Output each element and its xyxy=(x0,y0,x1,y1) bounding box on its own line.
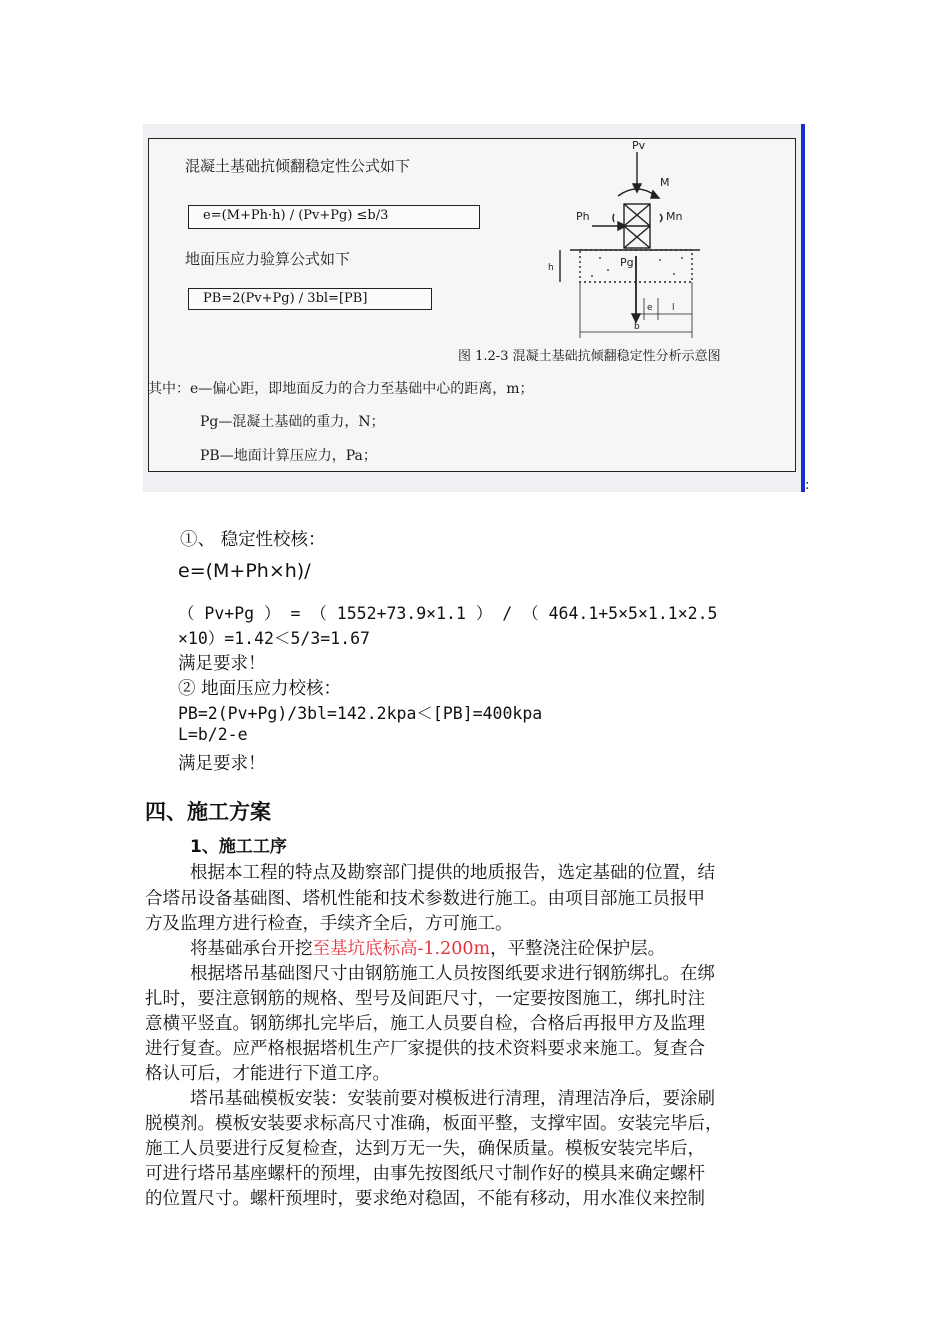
paragraph-4-line-5: 的位置尺寸。螺杆预埋时，要求绝对稳固，不能有移动，用水准仪来控制 xyxy=(145,1189,705,1209)
paragraph-1-line-3: 方及监理方进行检查，手续齐全后，方可施工。 xyxy=(145,914,513,934)
paragraph-1-line-2: 合塔吊设备基础图、塔机性能和技术参数进行施工。由项目部施工员报甲 xyxy=(145,889,705,909)
check-formula-line1: （ Pv+Pg ） = （ 1552+73.9×1.1 ） / （ 464.1+5×5×1.1×2.5 xyxy=(178,604,718,623)
formula-box-overturn xyxy=(188,205,480,229)
check-item-pressure: ② 地面压应力校核： xyxy=(178,679,342,699)
formula-pressure: PB=2(Pv+Pg) / 3bl=[PB] xyxy=(203,291,368,306)
check-formula-line2: ×10）=1.42＜5/3=1.67 xyxy=(178,629,370,648)
paragraph-4-line-4: 可进行塔吊基座螺杆的预埋，由事先按图纸尺寸制作好的模具来确定螺杆 xyxy=(145,1164,705,1184)
label-mn: Mn xyxy=(666,210,683,223)
formula-overturn: e=(M+Ph·h) / (Pv+Pg) ≤b/3 xyxy=(203,208,389,223)
paragraph-4-line-3: 施工人员要进行反复检查，达到万无一失，确保质量。模板安装完毕后， xyxy=(145,1139,705,1159)
figure-def-e: 其中：e—偏心距，即地面反力的合力至基础中心的距离，m； xyxy=(148,381,534,397)
figure-caption: 图 1.2-3 混凝土基础抗倾翻稳定性分析示意图 xyxy=(458,349,721,364)
subsection-title: 1、施工工序 xyxy=(190,837,287,857)
check-ok-2: 满足要求！ xyxy=(178,754,266,774)
figure-border-edge xyxy=(801,124,805,492)
formula-box-pressure xyxy=(188,288,432,310)
check-item-stability: ①、 稳定性校核： xyxy=(180,530,326,550)
paragraph-3-line-2: 扎时，要注意钢筋的规格、型号及间距尺寸，一定要按图施工，绑扎时注 xyxy=(145,989,705,1009)
check-l-formula: L=b/2-e xyxy=(178,725,248,744)
paragraph-1-line-1: 根据本工程的特点及勘察部门提供的地质报告，选定基础的位置，结 xyxy=(190,863,715,883)
paragraph-3-line-1: 根据塔吊基础图尺寸由钢筋施工人员按图纸要求进行钢筋绑扎。在绑 xyxy=(190,964,715,984)
paragraph-2-suffix: ，平整浇注砼保护层。 xyxy=(490,939,666,959)
check-pb-formula: PB=2(Pv+Pg)/3bl=142.2kpa＜[PB]=400kpa xyxy=(178,704,543,723)
figure-title-pressure: 地面压应力验算公式如下 xyxy=(185,250,351,268)
label-ph: Ph xyxy=(576,210,590,223)
paragraph-3-line-4: 进行复查。应严格根据塔机生产厂家提供的技术资料要求来施工。复查合 xyxy=(145,1039,705,1059)
paragraph-4-line-2: 脱模剂。模板安装要求标高尺寸准确，板面平整，支撑牢固。安装完毕后， xyxy=(145,1114,723,1134)
label-e: e xyxy=(647,303,653,313)
label-b: b xyxy=(634,322,640,332)
label-h: h xyxy=(548,263,554,273)
label-l: l xyxy=(672,303,675,313)
label-m: M xyxy=(660,176,670,189)
overturn-diagram xyxy=(540,138,700,338)
paragraph-3-line-5: 格认可后，才能进行下道工序。 xyxy=(145,1064,390,1084)
figure-def-pg: Pg—混凝土基础的重力，N； xyxy=(200,414,385,430)
check-ok-1: 满足要求！ xyxy=(178,654,266,674)
paragraph-2-elevation: 至基坑底标高-1.200m xyxy=(312,939,491,959)
paragraph-2 xyxy=(190,935,665,960)
figure-def-pb: PB—地面计算压应力，Pa； xyxy=(200,448,377,464)
label-pv: Pv xyxy=(632,139,646,152)
paragraph-2-prefix: 将基础承台开挖 xyxy=(190,939,313,959)
figure-title-overturn: 混凝土基础抗倾翻稳定性公式如下 xyxy=(185,157,411,175)
pv-arrowhead xyxy=(633,184,641,192)
paragraph-3-line-3: 意横平竖直。钢筋绑扎完毕后，施工人员要自检，合格后再报甲方及监理 xyxy=(145,1014,705,1034)
figure-trailing-colon: : xyxy=(805,478,810,493)
paragraph-4-line-1: 塔吊基础模板安装：安装前要对模板进行清理，清理洁净后，要涂刷 xyxy=(190,1089,715,1109)
label-pg: Pg xyxy=(620,256,634,269)
section-title: 四、施工方案 xyxy=(145,800,271,824)
check-formula-head: e=(M+Ph×h)/ xyxy=(178,560,311,582)
